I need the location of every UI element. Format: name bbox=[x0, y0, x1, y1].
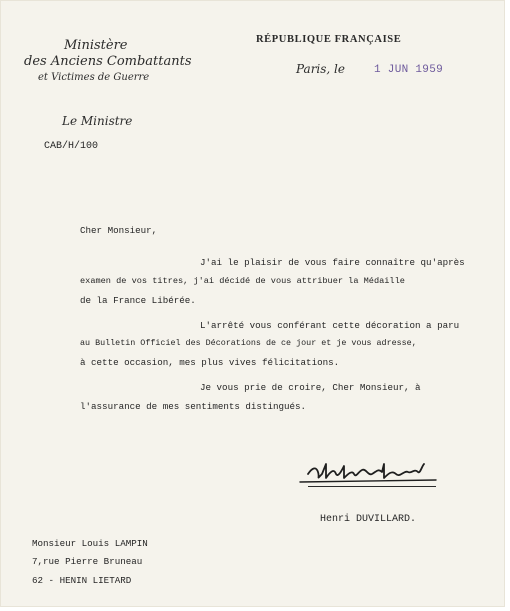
ministry-line-2: des Anciens Combattants bbox=[24, 54, 192, 69]
minister-title: Le Ministre bbox=[62, 114, 133, 128]
paragraph-2-line-2: au Bulletin Officiel des Décorations de ce jour et je vous adresse, bbox=[80, 338, 417, 348]
date-stamp: 1 JUN 1959 bbox=[374, 64, 444, 76]
paragraph-1-line-3: de la France Libérée. bbox=[80, 295, 196, 306]
salutation: Cher Monsieur, bbox=[80, 225, 158, 236]
paragraph-2-line-3: à cette occasion, mes plus vives félicitations. bbox=[80, 357, 340, 368]
paragraph-3-line-1: Je vous prie de croire, Cher Monsieur, à bbox=[200, 382, 421, 393]
recipient-line-2: 7,rue Pierre Bruneau bbox=[32, 556, 143, 567]
paragraph-1-line-1: J'ai le plaisir de vous faire connaître qu'après bbox=[200, 257, 465, 268]
paragraph-3-line-2: l'assurance de mes sentiments distingués. bbox=[80, 401, 307, 412]
recipient-line-3: 62 - HENIN LIETARD bbox=[32, 575, 132, 586]
ministry-line-3: et Victimes de Guerre bbox=[38, 72, 150, 83]
reference-number: CAB/H/100 bbox=[44, 141, 99, 152]
paragraph-2-line-1: L'arrêté vous conférant cette décoration a paru bbox=[200, 320, 460, 331]
ministry-line-1: Ministère bbox=[64, 38, 128, 53]
republic-header: RÉPUBLIQUE FRANÇAISE bbox=[256, 34, 402, 45]
signature-underline bbox=[308, 486, 436, 487]
place-label: Paris, le bbox=[296, 62, 345, 76]
paragraph-1-line-2: examen de vos titres, j'ai décidé de vous attribuer la Médaille bbox=[80, 276, 405, 286]
signatory-name: Henri DUVILLARD. bbox=[320, 514, 417, 525]
recipient-line-1: Monsieur Louis LAMPIN bbox=[32, 538, 148, 549]
